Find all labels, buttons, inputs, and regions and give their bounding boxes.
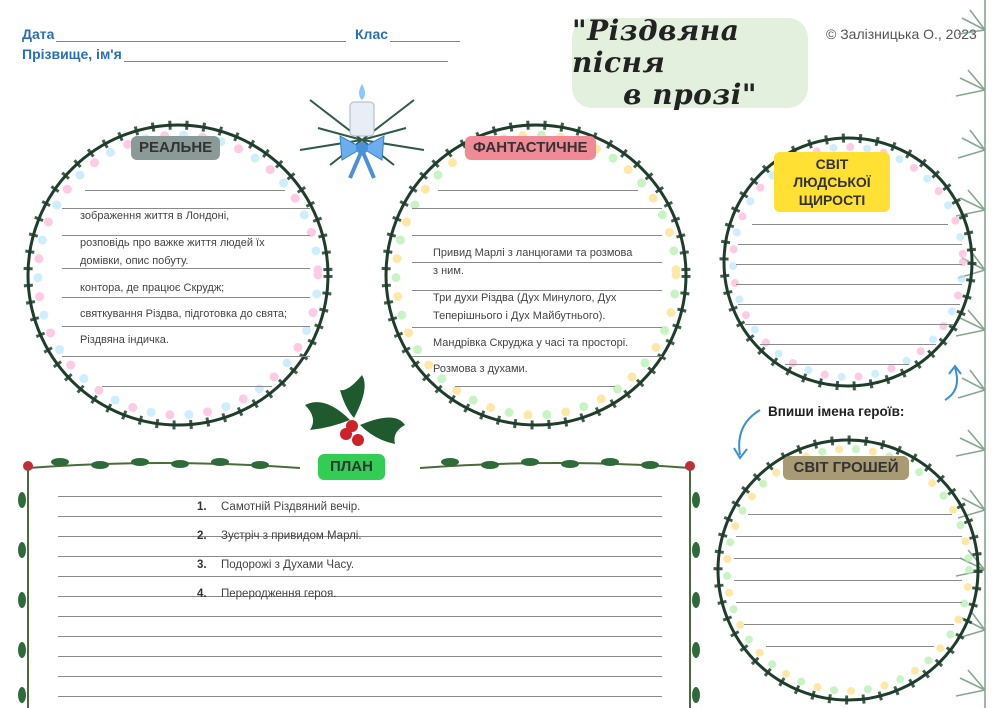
answer-line[interactable] xyxy=(736,536,962,537)
answer-line[interactable] xyxy=(62,297,310,298)
wreath-real xyxy=(28,125,328,425)
plan-item-number: 2. xyxy=(197,530,207,542)
sincerity-label-line-2: ЩИРОСТІ xyxy=(798,192,866,208)
real-note: контора, де працює Скрудж; xyxy=(80,282,225,294)
answer-line[interactable] xyxy=(736,264,962,265)
answer-line[interactable] xyxy=(760,344,936,345)
answer-line[interactable] xyxy=(736,602,962,603)
plan-item-number: 4. xyxy=(197,588,207,600)
plan-item xyxy=(197,588,336,600)
answer-line[interactable] xyxy=(85,190,285,191)
sincerity-badge xyxy=(774,152,890,212)
answer-line[interactable] xyxy=(738,304,960,305)
name-label: Прізвище, ім'я xyxy=(22,46,122,62)
real-note: зображення життя в Лондоні, xyxy=(80,210,230,222)
real-note: святкування Різдва, підготовка до свята; xyxy=(80,308,288,320)
title-line-2: в прозі" xyxy=(623,78,757,111)
copyright: © Залізницька О., 2023 xyxy=(826,26,977,42)
fantastic-note: Теперішнього і Дух Майбутнього). xyxy=(433,310,606,322)
answer-line[interactable] xyxy=(738,244,962,245)
answer-line[interactable] xyxy=(58,696,662,697)
candle-decoration xyxy=(300,84,424,178)
fantastic-badge: ФАНТАСТИЧНЕ xyxy=(465,136,596,160)
answer-line[interactable] xyxy=(438,190,638,191)
real-note: Різдвяна індичка. xyxy=(80,334,169,346)
answer-line[interactable] xyxy=(752,224,948,225)
answer-line[interactable] xyxy=(748,514,952,515)
answer-line[interactable] xyxy=(62,356,310,357)
answer-line[interactable] xyxy=(58,516,662,517)
real-note: розповідь про важке життя людей їх xyxy=(80,237,265,249)
holly-decoration xyxy=(305,375,405,446)
answer-line[interactable] xyxy=(62,326,310,327)
plan-item-number: 3. xyxy=(197,559,207,571)
answer-line[interactable] xyxy=(58,636,662,637)
answer-line[interactable] xyxy=(736,284,962,285)
plan-item-text: Переродження героя. xyxy=(221,588,337,600)
answer-line[interactable] xyxy=(785,364,909,365)
answer-line[interactable] xyxy=(58,656,662,657)
answer-line[interactable] xyxy=(102,386,272,387)
answer-line[interactable] xyxy=(58,676,662,677)
hint-text: Впиши імена героїв: xyxy=(768,404,905,419)
sincerity-label-line-1: СВІТ ЛЮДСЬКОЇ xyxy=(793,156,871,190)
plan-badge: ПЛАН xyxy=(318,454,385,480)
fantastic-note: Привид Марлі з ланцюгами та розмова xyxy=(433,247,633,259)
real-badge: РЕАЛЬНЕ xyxy=(131,136,220,160)
answer-line[interactable] xyxy=(734,558,962,559)
answer-line[interactable] xyxy=(62,268,310,269)
real-note: домівки, опис побуту. xyxy=(80,255,189,267)
plan-item xyxy=(197,559,354,571)
answer-line[interactable] xyxy=(766,646,934,647)
answer-line[interactable] xyxy=(412,356,662,357)
plan-item-text: Самотній Різдвяний вечір. xyxy=(221,501,361,513)
money-badge: СВІТ ГРОШЕЙ xyxy=(783,456,909,480)
fantastic-note: Розмова з духами. xyxy=(433,363,528,375)
plan-item-number: 1. xyxy=(197,501,207,513)
title-line-1: "Різдвяна пісня xyxy=(572,14,740,79)
answer-line[interactable] xyxy=(412,262,662,263)
fantastic-note: Три духи Різдва (Дух Минулого, Дух xyxy=(433,292,617,304)
fantastic-note: Мандрівка Скруджа у часі та просторі. xyxy=(433,337,629,349)
class-label: Клас xyxy=(355,26,389,42)
answer-line[interactable] xyxy=(412,327,662,328)
answer-line[interactable] xyxy=(58,596,662,597)
answer-line[interactable] xyxy=(745,324,953,325)
plan-item-text: Подорожі з Духами Часу. xyxy=(221,559,355,571)
answer-line[interactable] xyxy=(58,576,662,577)
wreath-fantastic xyxy=(386,125,686,425)
answer-line[interactable] xyxy=(58,616,662,617)
fantastic-note: з ним. xyxy=(433,265,464,277)
plan-item-text: Зустріч з привидом Марлі. xyxy=(221,530,362,542)
answer-line[interactable] xyxy=(455,386,615,387)
answer-line[interactable] xyxy=(412,208,662,209)
plan-item xyxy=(197,501,360,513)
answer-line[interactable] xyxy=(58,556,662,557)
answer-line[interactable] xyxy=(744,624,954,625)
date-label: Дата xyxy=(22,26,55,42)
plan-item xyxy=(197,530,362,542)
answer-line[interactable] xyxy=(734,580,962,581)
answer-line[interactable] xyxy=(412,235,662,236)
answer-line[interactable] xyxy=(58,496,662,497)
